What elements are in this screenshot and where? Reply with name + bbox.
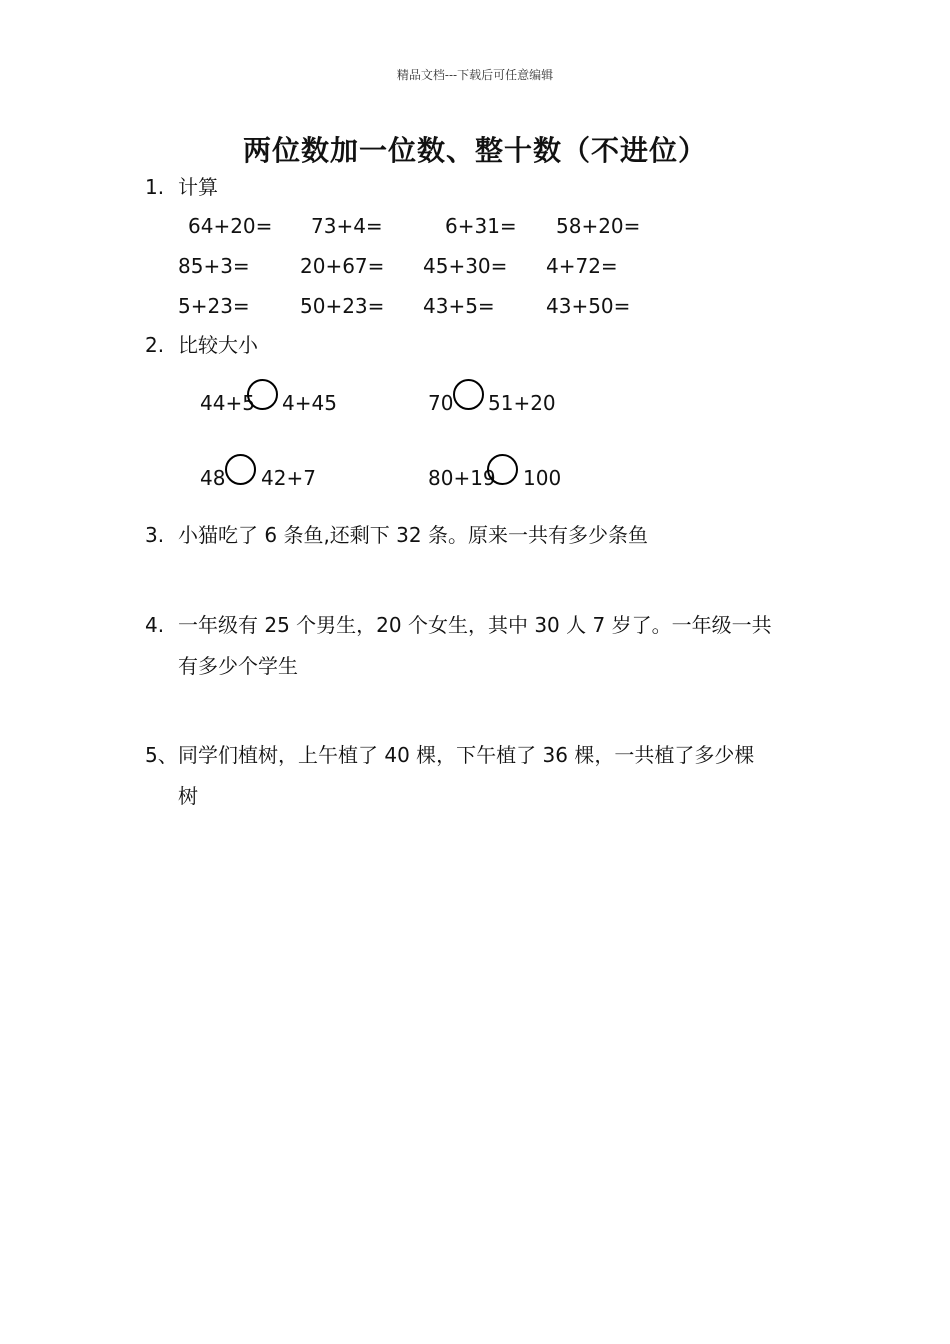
compare-circle[interactable] — [453, 379, 484, 410]
calc-item: 85+3= — [178, 254, 250, 278]
compare-left: 80+19 — [428, 466, 496, 490]
q5-number: 5、 — [145, 743, 178, 767]
q5-text-line1: 同学们植树，上午植了 40 棵，下午植了 36 棵，一共植了多少棵 — [178, 743, 755, 767]
calc-item: 73+4= — [311, 214, 383, 238]
compare-right: 42+7 — [261, 466, 316, 490]
compare-circle[interactable] — [225, 454, 256, 485]
compare-right: 4+45 — [282, 391, 337, 415]
calc-item: 64+20= — [188, 214, 273, 238]
calc-item: 58+20= — [556, 214, 641, 238]
calc-item: 45+30= — [423, 254, 508, 278]
compare-right: 51+20 — [488, 391, 556, 415]
compare-left: 48 — [200, 466, 226, 490]
q1-label: 计算 — [178, 175, 218, 199]
q3-text: 小猫吃了 6 条鱼,还剩下 32 条。原来一共有多少条鱼 — [178, 523, 648, 547]
compare-circle[interactable] — [487, 454, 518, 485]
calc-item: 50+23= — [300, 294, 385, 318]
compare-left: 70 — [428, 391, 454, 415]
calc-item: 20+67= — [300, 254, 385, 278]
q4-number: 4. — [145, 613, 165, 637]
calc-item: 5+23= — [178, 294, 250, 318]
q2-number: 2. — [145, 333, 165, 357]
calc-item: 43+50= — [546, 294, 631, 318]
compare-left: 44+5 — [200, 391, 255, 415]
calc-item: 6+31= — [445, 214, 517, 238]
q2-label: 比较大小 — [178, 333, 258, 357]
q1-number: 1. — [145, 175, 165, 199]
q5-text-line2: 树 — [178, 784, 198, 808]
q4-text-line2: 有多少个学生 — [178, 654, 298, 678]
calc-item: 43+5= — [423, 294, 495, 318]
calc-item: 4+72= — [546, 254, 618, 278]
page-header: 精品文档---下载后可任意编辑 — [396, 68, 554, 82]
compare-circle[interactable] — [247, 379, 278, 410]
q3-number: 3. — [145, 523, 165, 547]
page-title: 两位数加一位数、整十数（不进位） — [242, 134, 707, 167]
compare-right: 100 — [523, 466, 562, 490]
q4-text-line1: 一年级有 25 个男生，20 个女生，其中 30 人 7 岁了。一年级一共 — [178, 613, 772, 637]
